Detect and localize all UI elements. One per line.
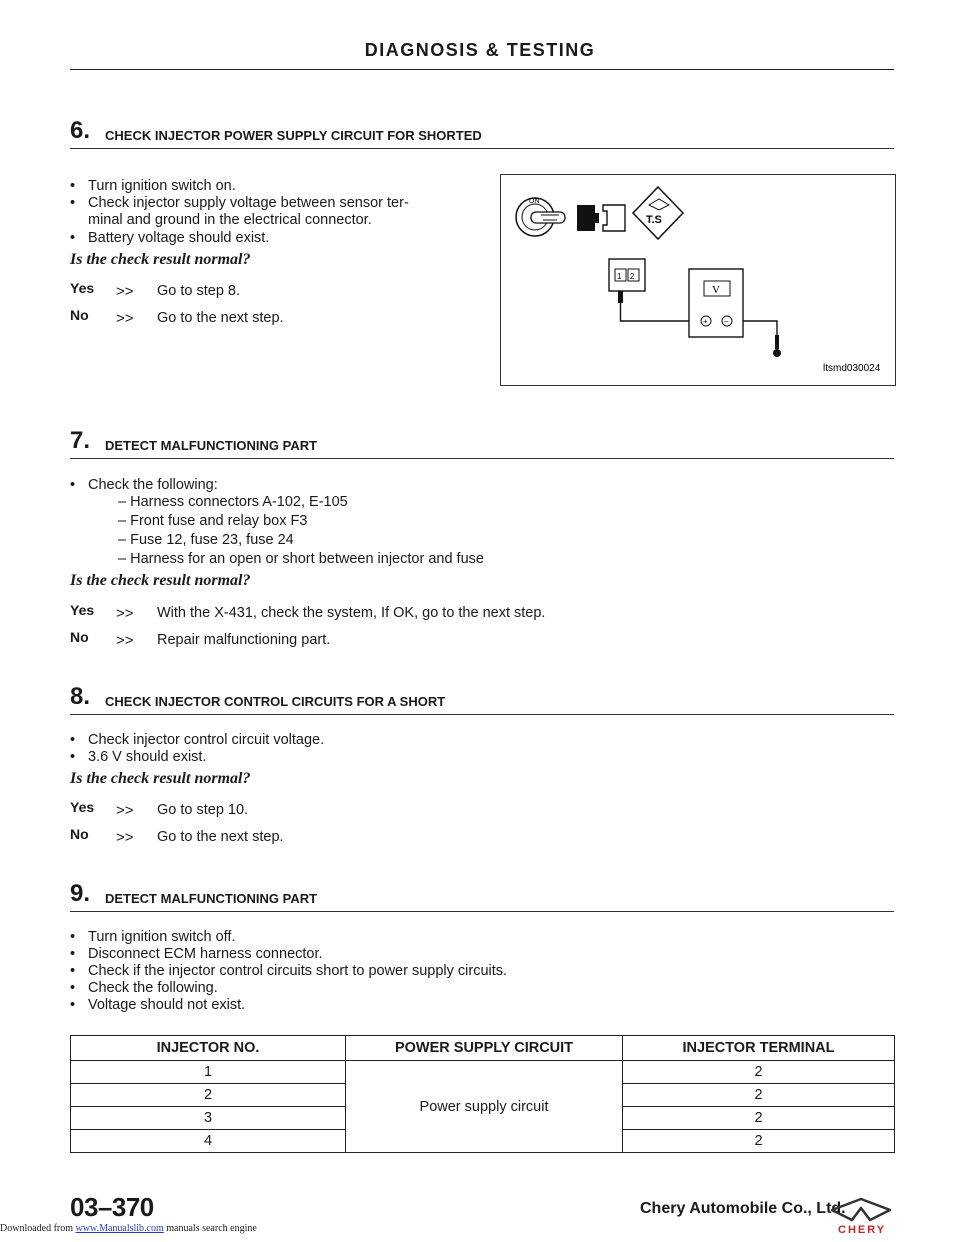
bullet-item: • Voltage should not exist.	[70, 997, 246, 1013]
test-symbol-icon	[633, 187, 683, 239]
cell-injector-no: 3	[71, 1107, 346, 1130]
company-name: Chery Automobile Co., Ltd.	[640, 1200, 846, 1217]
yes-action: With the X-431, check the system, If OK, go to the next step.	[157, 605, 546, 621]
cell-power-supply-circuit: Power supply circuit	[346, 1061, 623, 1153]
no-label: No	[70, 826, 89, 842]
yes-label: Yes	[70, 602, 95, 618]
step-9-heading	[70, 881, 894, 912]
step-number: 8.	[70, 683, 91, 710]
svg-text:2: 2	[630, 272, 635, 281]
step-title: DETECT MALFUNCTIONING PART	[105, 438, 318, 453]
wiring-figure	[500, 174, 896, 386]
yes-arrow: >>	[116, 605, 134, 622]
col-header-power-supply: POWER SUPPLY CIRCUIT	[346, 1036, 623, 1061]
sub-item: – Harness connectors A-102, E-105	[118, 494, 348, 510]
download-note: Downloaded from www.Manualslib.com manuals search engine	[0, 1223, 257, 1234]
no-action: Go to the next step.	[157, 310, 284, 326]
sensor-connector	[609, 259, 645, 291]
bullet-item: • Check the following:	[70, 477, 218, 493]
step-number: 9.	[70, 880, 91, 907]
no-action: Go to the next step.	[157, 829, 284, 845]
sub-item: – Fuse 12, fuse 23, fuse 24	[118, 532, 294, 548]
step-title: CHECK INJECTOR CONTROL CIRCUITS FOR A SHORT	[105, 694, 446, 709]
bullet-item: • Turn ignition switch on.	[70, 178, 236, 194]
bullet-item: • Disconnect ECM harness connector.	[70, 946, 323, 962]
bullet-item: • Check if the injector control circuits short to power supply circuits.	[70, 963, 508, 979]
table-row	[71, 1061, 895, 1084]
svg-text:ON: ON	[529, 198, 540, 205]
bullet-continuation: minal and ground in the electrical connector.	[88, 212, 372, 228]
step-8-heading	[70, 684, 894, 715]
brand-wordmark: CHERY	[838, 1224, 887, 1236]
yes-label: Yes	[70, 799, 95, 815]
step-title: DETECT MALFUNCTIONING PART	[105, 891, 318, 906]
sub-item: – Front fuse and relay box F3	[118, 513, 308, 529]
check-question: Is the check result normal?	[70, 572, 251, 589]
bullet-item: • Check the following.	[70, 980, 218, 996]
yes-label: Yes	[70, 280, 95, 296]
cell-injector-no: 2	[71, 1084, 346, 1107]
cell-injector-terminal: 2	[623, 1107, 895, 1130]
check-question: Is the check result normal?	[70, 251, 251, 268]
connector-disconnected-icon	[577, 205, 625, 231]
svg-text:–: –	[724, 317, 729, 326]
check-question: Is the check result normal?	[70, 770, 251, 787]
no-label: No	[70, 307, 89, 323]
page-header-title: DIAGNOSIS & TESTING	[364, 40, 596, 60]
yes-action: Go to step 10.	[157, 802, 249, 818]
bullet-item: • 3.6 V should exist.	[70, 749, 207, 765]
sub-item: – Harness for an open or short between injector and fuse	[118, 551, 484, 567]
no-arrow: >>	[116, 310, 134, 327]
chery-logo	[828, 1196, 894, 1236]
header-rule	[70, 69, 894, 70]
svg-text:T.S: T.S	[646, 214, 662, 226]
svg-text:1: 1	[617, 272, 622, 281]
cell-injector-no: 1	[71, 1061, 346, 1084]
no-action: Repair malfunctioning part.	[157, 632, 331, 648]
bullet-item: • Check injector control circuit voltage.	[70, 732, 325, 748]
cell-injector-terminal: 2	[623, 1061, 895, 1084]
bullet-item: • Check injector supply voltage between sensor ter-	[70, 195, 409, 211]
svg-text:+: +	[703, 317, 708, 326]
step-title: CHECK INJECTOR POWER SUPPLY CIRCUIT FOR SHORTED	[105, 128, 482, 143]
yes-action: Go to step 8.	[157, 283, 241, 299]
cell-injector-terminal: 2	[623, 1130, 895, 1153]
col-header-injector-no: INJECTOR NO.	[71, 1036, 346, 1061]
ignition-switch-icon	[516, 198, 565, 236]
ground-symbol	[773, 349, 781, 357]
cell-injector-no: 4	[71, 1130, 346, 1153]
injector-table	[70, 1035, 895, 1153]
step-6-heading	[70, 118, 894, 149]
no-arrow: >>	[116, 632, 134, 649]
table-header-row	[71, 1036, 895, 1061]
step-7-heading	[70, 428, 894, 459]
voltmeter	[689, 269, 743, 337]
bullet-item: • Battery voltage should exist.	[70, 230, 270, 246]
no-arrow: >>	[116, 829, 134, 846]
figure-caption: ltsmd030024	[823, 363, 881, 374]
bullet-item: • Turn ignition switch off.	[70, 929, 236, 945]
probe	[618, 291, 623, 303]
no-label: No	[70, 629, 89, 645]
svg-text:V: V	[712, 284, 720, 296]
col-header-injector-terminal: INJECTOR TERMINAL	[623, 1036, 895, 1061]
step-number: 7.	[70, 427, 91, 454]
cell-injector-terminal: 2	[623, 1084, 895, 1107]
yes-arrow: >>	[116, 283, 134, 300]
page-number: 03–370	[70, 1192, 154, 1222]
manualslib-link[interactable]: www.Manualslib.com	[75, 1223, 164, 1234]
yes-arrow: >>	[116, 802, 134, 819]
step-number: 6.	[70, 117, 91, 144]
